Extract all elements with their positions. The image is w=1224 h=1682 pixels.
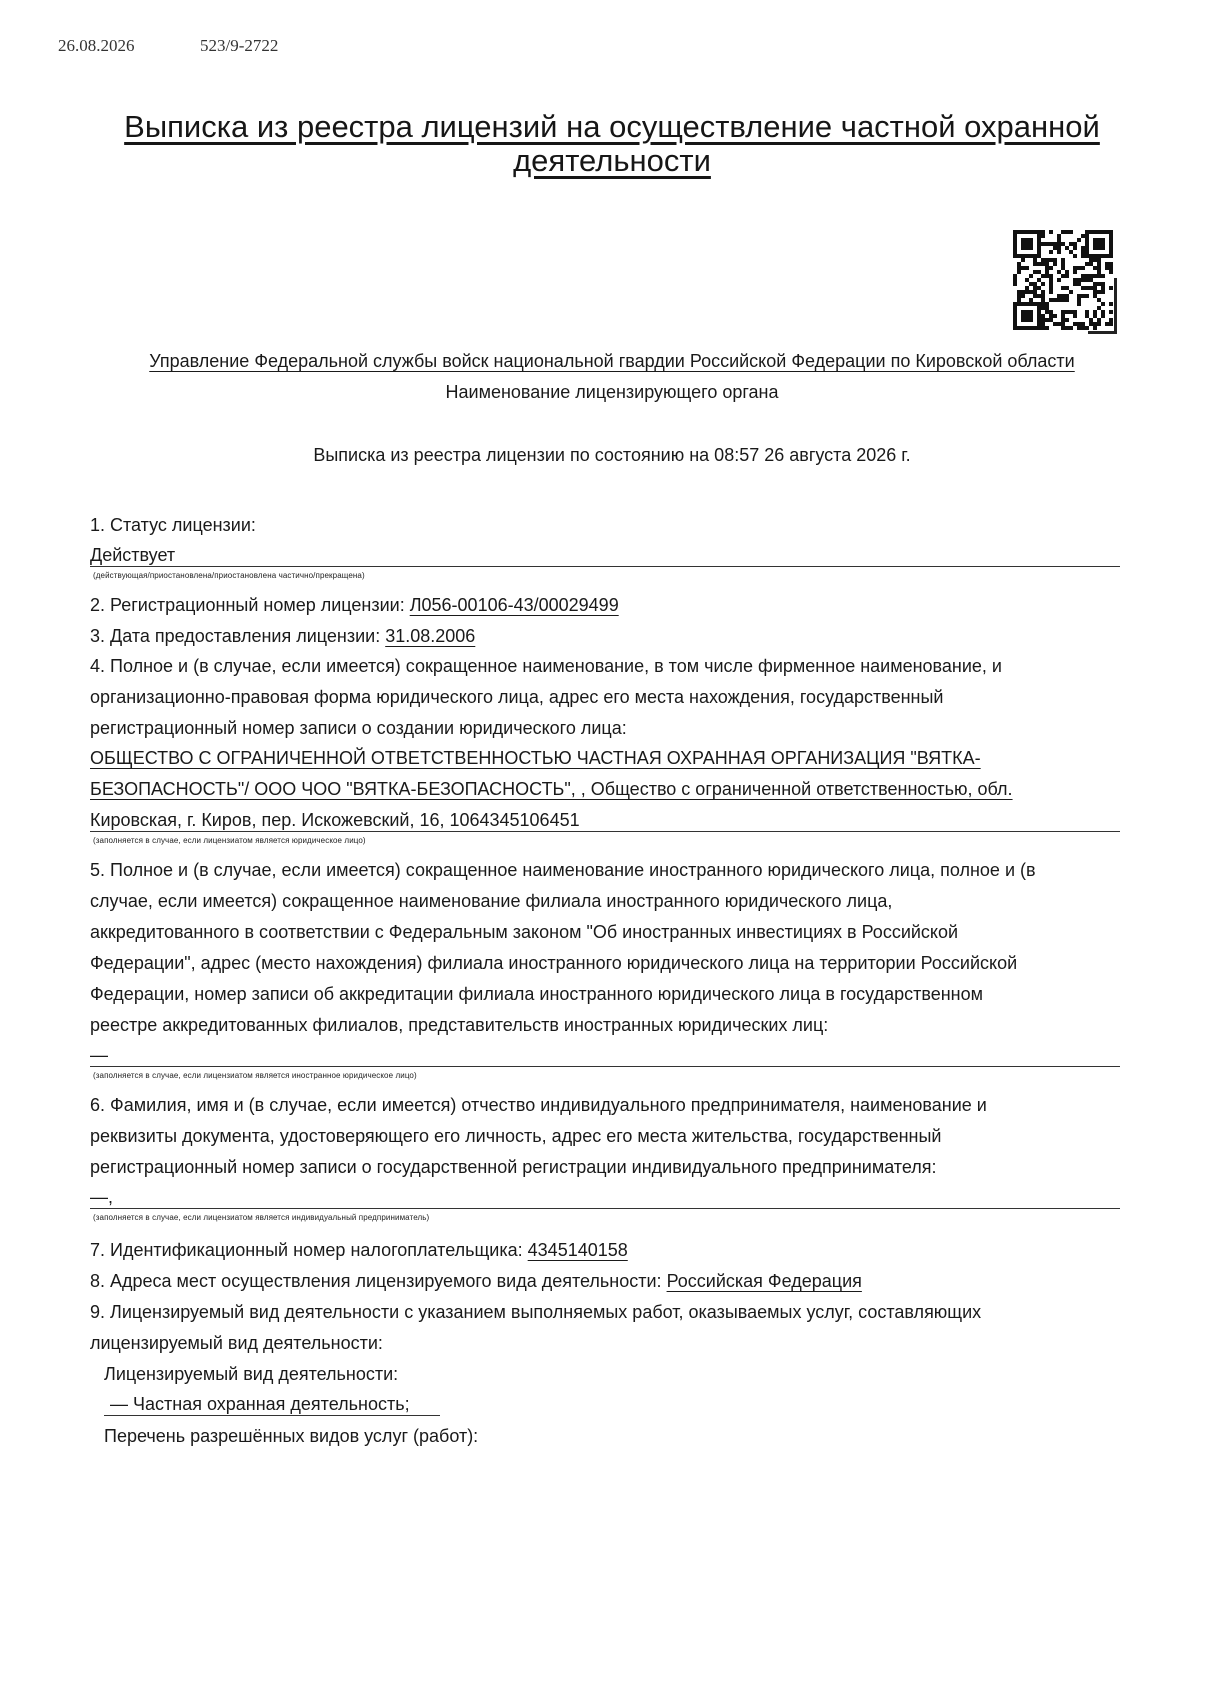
date-issued-label: 3. Дата предоставления лицензии: bbox=[90, 626, 386, 646]
document-title bbox=[60, 110, 1164, 178]
foreign-entity-label-line: Федерации", адрес (место нахождения) филиала иностранного юридического лица на территории Российской bbox=[90, 953, 1018, 973]
status-value: Действует bbox=[90, 545, 1120, 567]
header-document-number: 523/9-2722 bbox=[200, 36, 279, 55]
legal-entity-value-line: Кировская, г. Киров, пер. Искожевский, 16, 1064345106451 bbox=[90, 810, 1120, 832]
foreign-entity-label-line: Федерации, номер записи об аккредитации филиала иностранного юридического лица в государственном bbox=[90, 984, 983, 1004]
legal-entity-label-line: регистрационный номер записи о создании юридического лица: bbox=[90, 718, 627, 738]
individual-hint: (заполняется в случае, если лицензиатом является индивидуальный предприниматель) bbox=[93, 1213, 430, 1222]
activity-type-label: Лицензируемый вид деятельности: bbox=[104, 1364, 399, 1384]
activity-label-line: 9. Лицензируемый вид деятельности с указанием выполняемых работ, оказываемых услуг, составляющих bbox=[90, 1302, 982, 1322]
reg-number-row bbox=[90, 595, 619, 616]
foreign-entity-value: — bbox=[90, 1045, 1120, 1067]
activity-label-line: лицензируемый вид деятельности: bbox=[90, 1333, 383, 1353]
services-list-label: Перечень разрешённых видов услуг (работ): bbox=[104, 1426, 479, 1446]
inn-label: 7. Идентификационный номер налогоплательщика: bbox=[90, 1240, 528, 1260]
legal-entity-label-line: 4. Полное и (в случае, если имеется) сокращенное наименование, в том числе фирменное наименование, и bbox=[90, 656, 1002, 676]
title-line-1: Выписка из реестра лицензий на осуществление частной охранной bbox=[124, 109, 1100, 144]
individual-value: —, bbox=[90, 1187, 1120, 1209]
licensing-authority-name: Управление Федеральной службы войск национальной гвардии Российской Федерации по Кировской области bbox=[149, 351, 1075, 371]
reg-number-value: Л056-00106-43/00029499 bbox=[409, 595, 619, 615]
status-label: 1. Статус лицензии: bbox=[90, 515, 256, 535]
qr-corner-mark-bottom bbox=[1088, 331, 1117, 334]
legal-entity-hint: (заполняется в случае, если лицензиатом является юридическое лицо) bbox=[93, 836, 366, 845]
licensing-authority-caption: Наименование лицензирующего органа bbox=[445, 382, 779, 402]
activity-type-value: — Частная охранная деятельность; bbox=[104, 1394, 440, 1416]
legal-entity-value-line: БЕЗОПАСНОСТЬ"/ ООО ЧОО "ВЯТКА-БЕЗОПАСНОСТЬ", , Общество с ограниченной ответственностью, обл. bbox=[90, 779, 1013, 799]
addresses-value: Российская Федерация bbox=[666, 1271, 862, 1291]
inn-row bbox=[90, 1240, 628, 1261]
foreign-entity-label-line: 5. Полное и (в случае, если имеется) сокращенное наименование иностранного юридического лица, полное и (в bbox=[90, 860, 1036, 880]
qr-code bbox=[1010, 230, 1120, 330]
addresses-label: 8. Адреса мест осуществления лицензируемого вида деятельности: bbox=[90, 1271, 667, 1291]
header-date: 26.08.2026 bbox=[58, 36, 135, 55]
foreign-entity-label-line: случае, если имеется) сокращенное наименование филиала иностранного юридического лица, bbox=[90, 891, 893, 911]
individual-label-line: реквизиты документа, удостоверяющего его личность, адрес его места жительства, государственный bbox=[90, 1126, 942, 1146]
title-line-2: деятельности bbox=[513, 143, 711, 178]
individual-label-line: регистрационный номер записи о государственной регистрации индивидуального предпринимателя: bbox=[90, 1157, 937, 1177]
date-issued-value: 31.08.2006 bbox=[385, 626, 476, 646]
foreign-entity-hint: (заполняется в случае, если лицензиатом является иностранное юридическое лицо) bbox=[93, 1071, 417, 1080]
individual-label-line: 6. Фамилия, имя и (в случае, если имеется) отчество индивидуального предпринимателя, наименование и bbox=[90, 1095, 987, 1115]
qr-corner-mark bbox=[1114, 278, 1117, 334]
status-hint: (действующая/приостановлена/приостановлена частично/прекращена) bbox=[93, 571, 365, 580]
legal-entity-label-line: организационно-правовая форма юридического лица, адрес его места нахождения, государственный bbox=[90, 687, 944, 707]
reg-number-label: 2. Регистрационный номер лицензии: bbox=[90, 595, 410, 615]
legal-entity-value-line: ОБЩЕСТВО С ОГРАНИЧЕННОЙ ОТВЕТСТВЕННОСТЬЮ ЧАСТНАЯ ОХРАННАЯ ОРГАНИЗАЦИЯ "ВЯТКА- bbox=[90, 748, 981, 768]
statement-timestamp: Выписка из реестра лицензии по состоянию на 08:57 26 августа 2026 г. bbox=[313, 445, 911, 465]
date-issued-row bbox=[90, 626, 475, 647]
addresses-row bbox=[90, 1271, 862, 1292]
foreign-entity-label-line: аккредитованного в соответствии с Федеральным законом "Об иностранных инвестициях в Российской bbox=[90, 922, 959, 942]
inn-value: 4345140158 bbox=[527, 1240, 628, 1260]
foreign-entity-label-line: реестре аккредитованных филиалов, представительств иностранных юридических лиц: bbox=[90, 1015, 829, 1035]
